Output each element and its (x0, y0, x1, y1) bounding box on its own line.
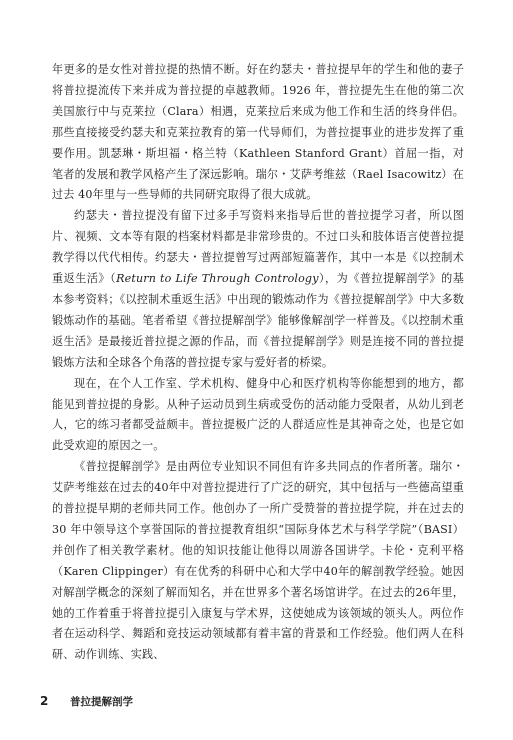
running-book-title: 普拉提解剖学 (70, 695, 133, 708)
page-number: 2 (40, 694, 49, 708)
paragraph-2 (52, 206, 464, 373)
page-footer (40, 693, 460, 709)
paragraph-4 (52, 457, 464, 666)
paragraph-3-text: 现在，在个人工作室、学术机构、健身中心和医疗机构等你能想到的地方，都能见到普拉提的身影。从种子运动员到生病或受伤的活动能力受限者，从幼儿到老人，它的练习者都受益颇丰。普拉提极广泛的人群适应性是其神奇之处，也是它如此受欢迎的原因之一。 (52, 376, 464, 453)
paragraph-2-italic-title: Return to Life Through Contrology (116, 272, 319, 286)
paragraph-1 (52, 60, 464, 206)
paragraph-2-text-a: 约瑟夫・普拉提没有留下过多手写资料来指导后世的普拉提学习者，所以图片、视频、文本等有限的档案材料都是非常珍贵的。不过口头和肢体语言使普拉提教学得以代代相传。约瑟夫・普拉提曾写过两部短篇著作，其中一本是《以控制术重返生活》（ (52, 209, 464, 286)
paragraph-1-text: 年更多的是女性对普拉提的热情不断。好在约瑟夫・普拉提早年的学生和他的妻子将普拉提流传下来并成为普拉提的卓越教师。1926 年，普拉提先生在他的第二次美国旅行中与克莱拉（Clara）相遇，克莱拉后来成为他工作和生活的终身伴侣。那些直接接受约瑟夫和克莱拉教育的第一代导师们，为普拉提事业的进步发挥了重要作用。凯瑟琳・斯坦福・格兰特（Kathleen Stanford Grant）首屈一指，对笔者的发展和教学风格产生了深远影响。瑞尔・艾萨考维兹（Rael Isacowitz）在过去 40年里与一些导师的共同研究取得了很大成就。 (52, 63, 464, 202)
paragraph-4-text: 《普拉提解剖学》是由两位专业知识不同但有许多共同点的作者所著。瑞尔・艾萨考维兹在过去的40年中对普拉提进行了广泛的研究，其中包括与一些德高望重的普拉提早期的老师共同工作。他创办了一所广受赞誉的普拉提学院，并在过去的 30 年中领导这个享誉国际的普拉提教育组织“国际身体艺术与科学学院”（BASI）并创作了相关教学素材。他的知识技能让他得以周游各国讲学。卡伦・克利平格（Karen Clippinger）有在优秀的科研中心和大学中40年的解剖教学经验。她因对解剖学概念的深刻了解而知名，并在世界多个著名场馆讲学。在过去的26年里，她的工作着重于将普拉提引入康复与学术界，这使她成为该领域的领头人。两位作者在运动科学、舞蹈和竞技运动领域都有着丰富的背景和工作经验。他们两人在科研、动作训练、实践、 (52, 460, 464, 662)
page-body (52, 60, 464, 666)
paragraph-3 (52, 374, 464, 458)
paragraph-2-text-b: ），为《普拉提解剖学》的基本参考资料；《以控制术重返生活》中出现的锻炼动作为《普拉提解剖学》中大多数锻炼动作的基础。笔者希望《普拉提解剖学》能够像解剖学一样普及。《以控制术重返生活》是最接近普拉提之源的作品，而《普拉提解剖学》则是连接不同的普拉提锻炼方法和全球各个角落的普拉提专家与爱好者的桥梁。 (52, 272, 464, 369)
